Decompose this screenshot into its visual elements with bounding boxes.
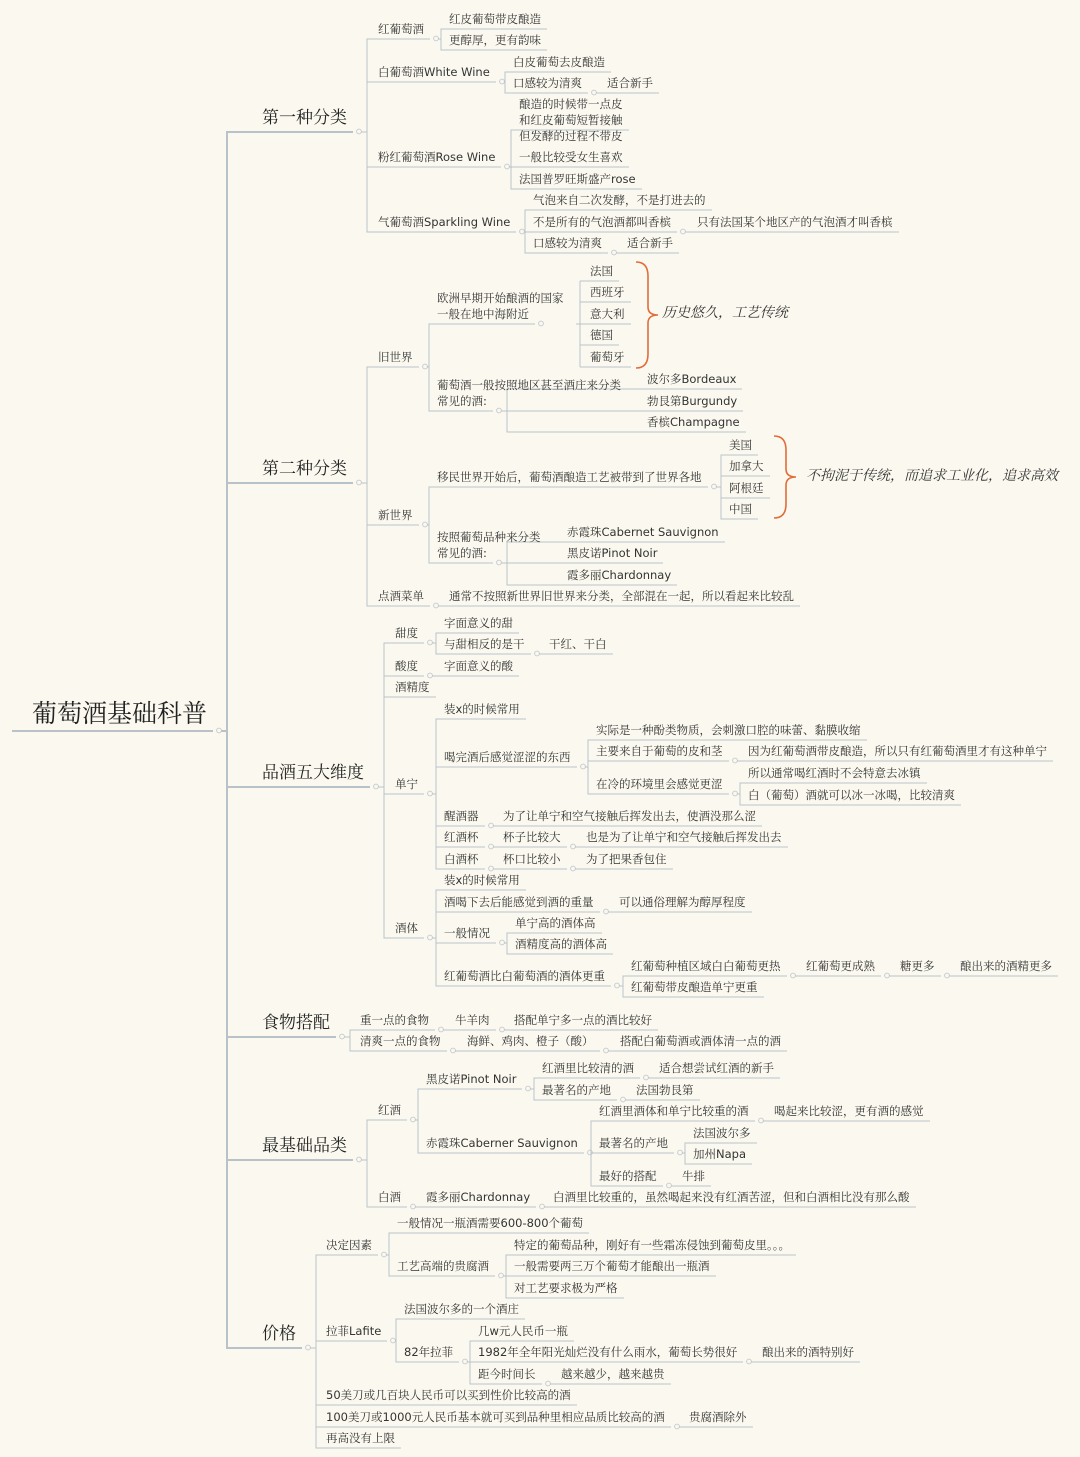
node-s2-new-g2[interactable]: 霞多丽Chardonnay (567, 568, 672, 582)
edge-96 (682, 1143, 687, 1153)
collapse-dot-s4 (340, 1034, 345, 1039)
node-s5-ch1[interactable]: 白酒里比较重的，虽然喝起来没有红酒苦涩，但和白酒相比没有那么酸 (553, 1190, 910, 1204)
node-s5[interactable]: 最基础品类 (262, 1136, 347, 1156)
edge-52 (432, 794, 438, 826)
node-s6-l2[interactable]: 82年拉菲 (404, 1345, 454, 1359)
node-s3-tan-3[interactable]: 红酒杯 (444, 830, 479, 844)
node-s3-body-2[interactable]: 一般情况 (444, 926, 490, 940)
node-s3[interactable]: 品酒五大维度 (262, 763, 364, 783)
collapse-dot-s5-chard (540, 1204, 545, 1209)
node-s6-l2c[interactable]: 距今时间长 (478, 1367, 536, 1381)
node-s2-new-c1[interactable]: 加拿大 (729, 459, 764, 473)
node-s1-red-2[interactable]: 更醇厚，更有韵味 (449, 33, 541, 47)
node-s3-body-2b[interactable]: 酒精度高的酒体高 (515, 937, 607, 951)
edge-46 (432, 633, 438, 643)
edge-101 (310, 1255, 320, 1348)
node-s2-old-r2[interactable]: 香槟Champagne (647, 415, 740, 429)
node-s3-tan-1c1[interactable]: 所以通常喝红酒时不会特意去冰镇 (748, 766, 921, 780)
collapse-dot-s4-r1a (500, 1027, 505, 1032)
node-s3-tan-1c2[interactable]: 白（葡萄）酒就可以冰一冰喝，比较清爽 (748, 788, 955, 802)
edge-51 (432, 767, 438, 794)
collapse-dot-s3-tan-3 (489, 844, 494, 849)
node-s3-tan-4a[interactable]: 杯口比较小 (503, 852, 561, 866)
node-s3-tan-0[interactable]: 装x的时候常用 (444, 702, 520, 716)
collapse-dot-s3-body-3 (615, 983, 620, 988)
collapse-dot-s2-old-a2 (539, 321, 544, 326)
node-s6[interactable]: 价格 (262, 1324, 296, 1344)
node-s2-old-c0[interactable]: 法国 (590, 264, 613, 278)
node-s3-sweet-1[interactable]: 字面意义的甜 (444, 616, 513, 630)
collapse-dot-s1-spark-3 (612, 250, 617, 255)
edge-9 (361, 132, 372, 232)
node-s6-f2b[interactable]: 一般需要两三万个葡萄才能酿出一瓶酒 (514, 1259, 710, 1273)
collapse-dot-s2 (357, 480, 362, 485)
node-s3-tan-1c[interactable]: 在冷的环境里会感觉更涩 (596, 777, 723, 791)
collapse-dot-s4-r2a (604, 1048, 609, 1053)
node-s2-menu[interactable]: 点酒菜单 (378, 589, 424, 603)
brace-new-world (774, 436, 796, 518)
node-s5-red[interactable]: 红酒 (378, 1103, 401, 1117)
edge-106 (386, 1233, 391, 1255)
edge-113 (467, 1341, 472, 1362)
node-s2-old-c3[interactable]: 德国 (590, 328, 613, 342)
node-s3-tan-2a[interactable]: 为了让单宁和空气接触后挥发出去，使酒没那么涩 (503, 809, 756, 823)
node-s5-cb2b[interactable]: 加州Napa (693, 1147, 746, 1161)
node-s3-sweet-2a[interactable]: 干红、干白 (549, 637, 607, 651)
collapse-dot-s5-p1 (644, 1075, 649, 1080)
edge-79 (344, 1037, 354, 1051)
note-old: 历史悠久，工艺传统 (662, 305, 788, 321)
collapse-dot-s2-new-a (712, 484, 717, 489)
node-s3-body-1a[interactable]: 可以通俗理解为醇厚程度 (619, 895, 746, 909)
collapse-dot-s6-f (382, 1252, 387, 1257)
collapse-dot-s5-pinot (526, 1086, 531, 1091)
edge-111 (395, 1319, 398, 1341)
node-s3-body-3c[interactable]: 糖更多 (900, 959, 935, 973)
node-s6-l2b[interactable]: 1982年全年阳光灿烂没有什么雨水，葡萄长势很好 (478, 1345, 738, 1359)
node-s2-old-a2[interactable]: 一般在地中海附近 (437, 307, 529, 321)
collapse-dot-s5-red (411, 1117, 416, 1122)
node-s5-p1[interactable]: 红酒里比较清的酒 (542, 1061, 634, 1075)
node-s6-l2c1[interactable]: 越来越少，越来越贵 (561, 1367, 665, 1381)
node-s1-rose-1c[interactable]: 但发酵的过程不带皮 (519, 129, 623, 143)
node-s5-pinot[interactable]: 黑皮诺Pinot Noir (426, 1072, 517, 1086)
node-s2-old-c4[interactable]: 葡萄牙 (590, 350, 625, 364)
node-s1[interactable]: 第一种分类 (262, 108, 347, 128)
collapse-dot-s3-body-3b (885, 973, 890, 978)
edge-10 (438, 29, 443, 39)
collapse-dot-s3-tan-3a (571, 844, 576, 849)
node-s2-old-a1[interactable]: 欧洲早期开始酿酒的国家 (437, 291, 564, 305)
collapse-dot-s3-body-2 (500, 940, 505, 945)
collapse-dot-s3-tan-4 (489, 866, 494, 871)
edge-35 (716, 487, 723, 498)
collapse-dot-s3-sweet (428, 640, 433, 645)
collapse-dot-s3-sweet-2 (535, 651, 540, 656)
collapse-dot-s3-body-3a (791, 973, 796, 978)
node-s3-body-3a[interactable]: 红葡萄种植区域白白葡萄更热 (631, 959, 781, 973)
collapse-dot-s2-new (423, 522, 428, 527)
node-s6-p100a[interactable]: 贵腐酒除外 (689, 1410, 747, 1424)
node-s6-f2a[interactable]: 特定的葡萄品种，刚好有一些霜冻侵蚀到葡萄皮里。。。 (514, 1238, 790, 1252)
node-s1-white-1[interactable]: 白皮葡萄去皮酿造 (513, 55, 605, 69)
collapse-dot-s6-l2b (747, 1359, 752, 1364)
edge-102 (310, 1341, 320, 1348)
node-s6-f2[interactable]: 工艺高端的贵腐酒 (397, 1259, 489, 1273)
node-s5-white[interactable]: 白酒 (378, 1190, 401, 1204)
edge-104 (310, 1348, 320, 1427)
edge-36 (716, 487, 723, 519)
note-new: 不拘泥于传统，而追求工业化，追求高效 (806, 468, 1058, 484)
node-s1-rose-1a[interactable]: 酿造的时候带一点皮 (519, 97, 623, 111)
edge-108 (503, 1255, 508, 1276)
node-s2-new-c3[interactable]: 中国 (729, 502, 752, 516)
collapse-dot-s3-tan-1 (581, 764, 586, 769)
edge-110 (503, 1276, 508, 1298)
node-s2[interactable]: 第二种分类 (262, 459, 347, 479)
node-s2-new-g1[interactable]: 黑皮诺Pinot Noir (567, 546, 658, 560)
collapse-dot-s6-laf (391, 1338, 396, 1343)
collapse-dot-s5-cb1 (759, 1118, 764, 1123)
node-s1-spark-3[interactable]: 口感较为清爽 (533, 236, 602, 250)
node-s3-acid[interactable]: 酸度 (395, 659, 418, 673)
edge-103 (310, 1348, 320, 1405)
edge-32 (427, 525, 431, 563)
edge-37 (501, 542, 561, 563)
node-s6-l2a[interactable]: 几w元人民币一瓶 (478, 1324, 568, 1338)
edge-73 (619, 976, 625, 986)
edge-23 (361, 367, 372, 483)
collapse-dot-s3-tan-2 (489, 823, 494, 828)
edge-1 (221, 483, 256, 731)
edge-84 (361, 1120, 372, 1160)
edge-78 (344, 1030, 354, 1037)
collapse-dot-s3-tan-1c (733, 791, 738, 796)
node-s1-white-2a[interactable]: 适合新手 (607, 76, 653, 90)
edge-50 (432, 719, 438, 794)
edge-107 (386, 1255, 391, 1276)
node-s4-r2a[interactable]: 海鲜、鸡肉、橙子（酸） (467, 1034, 594, 1048)
node-s3-body-2a[interactable]: 单宁高的酒体高 (515, 916, 596, 930)
node-s6-p100[interactable]: 100美刀或1000元人民币基本就可买到品种里相应品质比较高的酒 (326, 1410, 665, 1424)
collapse-dot-s3-body-3c (945, 973, 950, 978)
edge-105 (310, 1348, 320, 1448)
edge-89 (530, 1089, 536, 1100)
node-s2-menu-c[interactable]: 通常不按照新世界旧世界来分类，全部混在一起，所以看起来比较乱 (449, 589, 794, 603)
node-s3-tan-4[interactable]: 白酒杯 (444, 852, 479, 866)
edge-112 (395, 1341, 398, 1362)
collapse-dot-s5-white (411, 1204, 416, 1209)
node-s6-p50[interactable]: 50美刀或几百块人民币可以买到性价比较高的酒 (326, 1388, 571, 1402)
node-s3-body-3d[interactable]: 酿出来的酒精更多 (960, 959, 1052, 973)
edge-87 (415, 1120, 420, 1153)
edge-34 (716, 476, 723, 487)
collapse-dot-s3-tan-1b (733, 758, 738, 763)
node-s5-p2a[interactable]: 法国勃艮第 (636, 1083, 694, 1097)
node-s5-cb2a[interactable]: 法国波尔多 (693, 1126, 751, 1140)
node-s6-l1[interactable]: 法国波尔多的一个酒庄 (404, 1302, 519, 1316)
node-s2-old[interactable]: 旧世界 (378, 350, 413, 364)
collapse-dot-s1-white (500, 79, 505, 84)
edge-53 (432, 794, 438, 847)
node-s2-old-c1[interactable]: 西班牙 (590, 285, 625, 299)
collapse-dot-s3-body (428, 935, 433, 940)
node-s3-tan-4b[interactable]: 为了把果香包住 (586, 852, 667, 866)
node-s3-acid-1[interactable]: 字面意义的酸 (444, 659, 513, 673)
node-s5-p1a[interactable]: 适合想尝试红酒的新手 (659, 1061, 774, 1075)
edge-92 (591, 1121, 593, 1153)
node-s3-tan-3a[interactable]: 杯子比较大 (503, 830, 561, 844)
collapse-dot-s2-menu (434, 603, 439, 608)
collapse-dot-s1 (357, 129, 362, 134)
edge-18 (524, 210, 527, 232)
edge-85 (361, 1160, 372, 1207)
edge-57 (585, 767, 590, 794)
collapse-dot-s5-cb2 (678, 1150, 683, 1155)
node-s2-old-r0[interactable]: 波尔多Bordeaux (647, 372, 737, 386)
collapse-dot-s1-rose (505, 164, 510, 169)
node-s5-chard[interactable]: 霞多丽Chardonnay (426, 1190, 531, 1204)
node-s2-old-c2[interactable]: 意大利 (590, 307, 625, 321)
node-s1-rose-3[interactable]: 法国普罗旺斯盛产rose (519, 172, 636, 186)
edge-59 (737, 783, 742, 794)
edge-71 (504, 933, 509, 943)
node-s5-cab[interactable]: 赤霞珠Caberner Sauvignon (426, 1136, 578, 1150)
brace-old-world (636, 262, 658, 368)
node-s4[interactable]: 食物搭配 (262, 1013, 330, 1033)
node-s5-cb2[interactable]: 最著名的产地 (599, 1136, 668, 1150)
edge-33 (716, 455, 723, 487)
node-s3-tan[interactable]: 单宁 (395, 777, 418, 791)
node-s1-white[interactable]: 白葡萄酒White Wine (378, 65, 490, 79)
collapse-dot-s5 (357, 1157, 362, 1162)
node-s1-rose[interactable]: 粉红葡萄酒Rose Wine (378, 150, 496, 164)
node-s1-rose-2[interactable]: 一般比较受女生喜欢 (519, 150, 623, 164)
node-s3-tan-1[interactable]: 喝完酒后感觉涩涩的东西 (444, 750, 571, 764)
node-s2-new-b2[interactable]: 常见的酒: (437, 546, 487, 560)
edge-15 (509, 130, 513, 167)
edge-88 (530, 1078, 536, 1089)
collapse-dot-root (217, 728, 222, 733)
edge-115 (467, 1362, 472, 1384)
node-s1-red-1[interactable]: 红皮葡萄带皮酿造 (449, 12, 541, 26)
node-s3-sweet[interactable]: 甜度 (395, 626, 418, 640)
collapse-dot-s3-body-1 (604, 909, 609, 914)
edge-54 (432, 794, 438, 869)
collapse-dot-s2-old (423, 364, 428, 369)
node-s1-spark-2[interactable]: 不是所有的气泡酒都叫香槟 (533, 215, 671, 229)
edge-68 (432, 938, 438, 943)
edge-47 (432, 643, 438, 654)
node-s3-body-3b[interactable]: 红葡萄更成熟 (806, 959, 875, 973)
edge-74 (619, 986, 625, 997)
collapse-dot-s1-spark-2 (681, 229, 686, 234)
node-s5-cb3[interactable]: 最好的搭配 (599, 1169, 657, 1183)
node-s3-body-1[interactable]: 酒喝下去后能感觉到酒的重量 (444, 895, 594, 909)
node-s2-new-a[interactable]: 移民世界开始后，葡萄酒酿造工艺被带到了世界各地 (437, 470, 702, 484)
node-s3-tan-3b[interactable]: 也是为了让单宁和空气接触后挥发出去 (586, 830, 782, 844)
node-s2-new-c0[interactable]: 美国 (729, 438, 752, 452)
node-s1-spark-2a[interactable]: 只有法国某个地区产的气泡酒才叫香槟 (697, 215, 893, 229)
node-s2-new-c2[interactable]: 阿根廷 (729, 481, 764, 495)
node-s5-cb1a[interactable]: 喝起来比较涩，更有酒的感觉 (774, 1104, 924, 1118)
collapse-dot-s6 (306, 1345, 311, 1350)
node-s4-r2b[interactable]: 搭配白葡萄酒或酒体清一点的酒 (620, 1034, 781, 1048)
node-s2-new[interactable]: 新世界 (378, 508, 413, 522)
node-s6-top[interactable]: 再高没有上限 (326, 1431, 395, 1445)
node-s6-f2c[interactable]: 对工艺要求极为严格 (514, 1281, 618, 1295)
collapse-dot-s3-tan-4a (571, 866, 576, 871)
edge-30 (501, 411, 641, 432)
edge-5 (221, 731, 256, 1348)
collapse-dot-s6-p100 (675, 1424, 680, 1429)
node-s2-old-b2[interactable]: 常见的酒: (437, 394, 487, 408)
collapse-dot-s3-tan (428, 791, 433, 796)
node-s6-laf[interactable]: 拉菲Lafite (326, 1324, 382, 1338)
node-s4-r1[interactable]: 重一点的食物 (360, 1013, 429, 1027)
edge-67 (432, 912, 438, 938)
node-s3-body-0[interactable]: 装x的时候常用 (444, 873, 520, 887)
node-s1-spark-1[interactable]: 气泡来自二次发酵，不是打进去的 (533, 193, 706, 207)
node-s3-tan-2[interactable]: 醒酒器 (444, 809, 479, 823)
edge-31 (427, 487, 431, 525)
node-s3-tan-1a[interactable]: 实际是一种酚类物质，会刺激口腔的味蕾、黏膜收缩 (596, 723, 861, 737)
collapse-dot-s3-acid (428, 673, 433, 678)
edge-11 (438, 39, 443, 50)
edge-72 (504, 943, 509, 954)
node-s3-sweet-2[interactable]: 与甜相反的是干 (444, 637, 525, 651)
collapse-dot-s6-f2 (499, 1273, 504, 1278)
node-s3-alc[interactable]: 酒精度 (395, 680, 430, 694)
collapse-dot-s1-red (434, 36, 439, 41)
edge-43 (378, 697, 389, 787)
node-s5-cb3a[interactable]: 牛排 (682, 1169, 705, 1183)
collapse-dot-s2-new-b2 (497, 560, 502, 565)
collapse-dot-s1-spark (520, 229, 525, 234)
node-s1-red[interactable]: 红葡萄酒 (378, 22, 424, 36)
edge-17 (509, 167, 513, 189)
collapse-dot-s5-cb3 (667, 1183, 672, 1188)
collapse-dot-s6-l2 (463, 1359, 468, 1364)
edge-86 (415, 1089, 420, 1120)
node-s6-l2b1[interactable]: 酿出来的酒特别好 (762, 1345, 854, 1359)
collapse-dot-s1-white-2 (592, 90, 597, 95)
edge-25 (361, 483, 372, 606)
edge-13 (504, 82, 507, 93)
collapse-dot-s2-old-b2 (497, 408, 502, 413)
node-s5-p2[interactable]: 最著名的产地 (542, 1083, 611, 1097)
node-s6-f[interactable]: 决定因素 (326, 1238, 372, 1252)
node-s5-cb1[interactable]: 红酒里酒体和单宁比较重的酒 (599, 1104, 749, 1118)
edge-94 (591, 1153, 593, 1186)
edge-69 (432, 938, 438, 986)
collapse-dot-s3 (374, 784, 379, 789)
edge-7 (361, 82, 372, 132)
collapse-dot-s5-p2 (621, 1097, 626, 1102)
node-s4-r1a[interactable]: 牛羊肉 (455, 1013, 490, 1027)
edge-60 (737, 794, 742, 805)
node-s1-spark[interactable]: 气葡萄酒Sparkling Wine (378, 215, 511, 229)
node-s3-body-3e[interactable]: 红葡萄带皮酿造单宁更重 (631, 980, 758, 994)
edge-66 (432, 890, 438, 938)
node-s2-old-r1[interactable]: 勃艮第Burgundy (647, 394, 738, 408)
edge-97 (682, 1153, 687, 1164)
node-s3-tan-1b1[interactable]: 因为红葡萄酒带皮酿造，所以只有红葡萄酒里才有这种单宁 (748, 744, 1047, 758)
node-s4-r1b[interactable]: 搭配单宁多一点的酒比较好 (514, 1013, 652, 1027)
collapse-dot-s6-l2c (546, 1381, 551, 1386)
node-s1-white-2[interactable]: 口感较为清爽 (513, 76, 582, 90)
edge-26 (427, 324, 431, 367)
edge-45 (378, 787, 389, 938)
node-s2-old-b1[interactable]: 葡萄酒一般按照地区甚至酒庄来分类 (437, 378, 621, 392)
node-s3-body[interactable]: 酒体 (395, 921, 418, 935)
node-s3-body-3[interactable]: 红葡萄酒比白葡萄酒的酒体更重 (444, 969, 605, 983)
node-s1-spark-3a[interactable]: 适合新手 (627, 236, 673, 250)
node-s2-new-g0[interactable]: 赤霞珠Cabernet Sauvignon (567, 525, 719, 539)
node-s3-tan-1b[interactable]: 主要来自于葡萄的皮和茎 (596, 744, 723, 758)
node-s1-rose-1b[interactable]: 和红皮葡萄短暂接触 (519, 113, 623, 127)
collapse-dot-s4-r2 (451, 1048, 456, 1053)
node-s6-f1[interactable]: 一般情况一瓶酒需要600-800个葡萄 (397, 1216, 584, 1230)
node-s2-new-b1[interactable]: 按照葡萄品种来分类 (437, 530, 541, 544)
node-s4-r2[interactable]: 清爽一点的食物 (360, 1034, 441, 1048)
node-root[interactable]: 葡萄酒基础科普 (32, 699, 208, 728)
collapse-dot-s4-r1 (439, 1027, 444, 1032)
edge-20 (524, 232, 527, 253)
edge-27 (427, 367, 431, 411)
edge-39 (501, 563, 561, 585)
